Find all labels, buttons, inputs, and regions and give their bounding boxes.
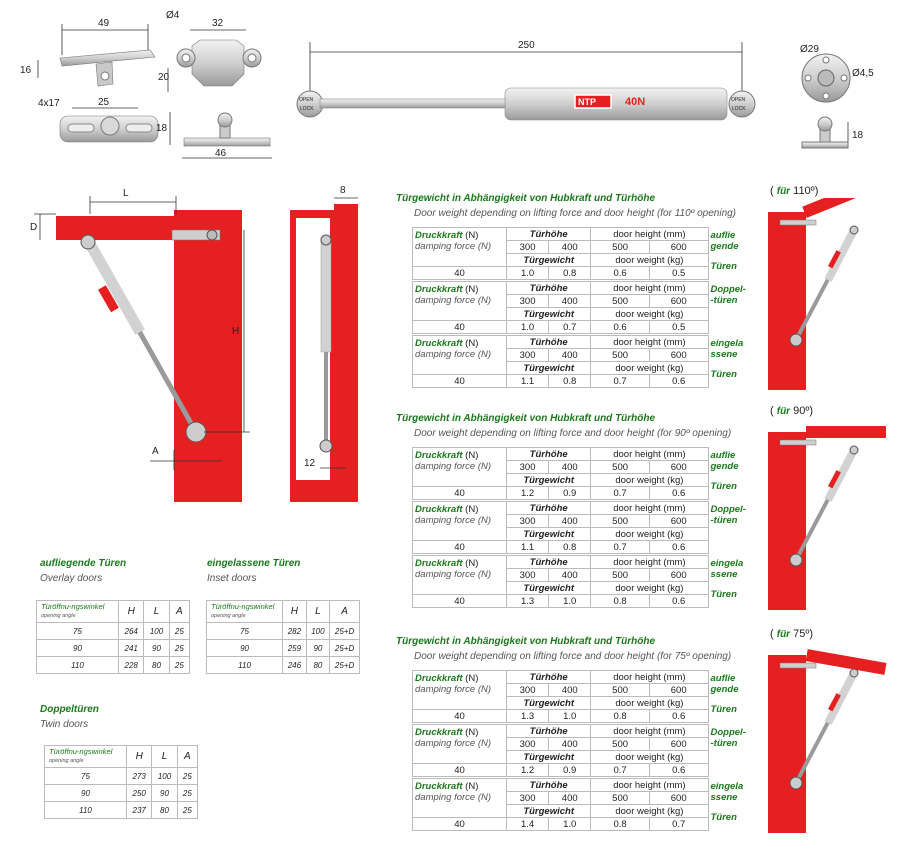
force-en: damping force (N) <box>415 738 492 749</box>
force-en: damping force (N) <box>415 461 492 472</box>
weight-value: 0.6 <box>649 595 708 608</box>
height-value: 600 <box>649 241 708 254</box>
dim-d-width: 46 <box>215 148 227 159</box>
weight-value: 0.8 <box>591 710 650 723</box>
header-de: Türöffnu-ngswinkel <box>41 602 105 611</box>
door-type-suffix <box>708 751 748 777</box>
weight-de: Türgewicht <box>507 697 591 710</box>
dim-b-width: 32 <box>212 18 224 29</box>
weight-value: 0.9 <box>549 764 591 777</box>
height-value: 600 <box>649 461 708 474</box>
weight-value: 0.7 <box>649 818 708 831</box>
height-value: 300 <box>507 738 549 751</box>
weight-value: 0.7 <box>591 764 650 777</box>
force-unit: (N) <box>465 727 479 738</box>
force-value: 40 <box>413 375 507 388</box>
dim-b-hole: Ø4 <box>166 10 180 21</box>
angle-prefix: für <box>776 406 791 417</box>
height-value: 300 <box>507 349 549 362</box>
weight-table <box>412 724 748 777</box>
dim-a-width: 49 <box>98 18 110 29</box>
door-type: eingela ssene <box>710 557 744 580</box>
weight-value: 0.7 <box>591 487 650 500</box>
header-en: opening angle <box>49 758 84 764</box>
col-h: H <box>283 601 307 623</box>
dim-a: A <box>152 446 159 457</box>
angle-prefix: für <box>776 629 791 640</box>
force-de: Druckkraft <box>415 230 463 241</box>
height-value: 600 <box>649 738 708 751</box>
weight-value: 0.6 <box>649 541 708 554</box>
height-value: 400 <box>549 295 591 308</box>
door-type-suffix <box>708 308 748 334</box>
force-de: Druckkraft <box>415 781 463 792</box>
force-en: damping force (N) <box>415 515 492 526</box>
height-de: Türhöhe <box>507 448 591 461</box>
angle-header: ( für 90º) <box>770 405 814 417</box>
door-type: auflie gende <box>710 449 739 472</box>
weight-en: door weight (kg) <box>591 474 708 487</box>
height-value: 400 <box>549 461 591 474</box>
height-en: door height (mm) <box>591 779 708 792</box>
door-type-suffix <box>708 528 748 554</box>
force-en: damping force (N) <box>415 684 492 695</box>
weight-de: Türgewicht <box>507 805 591 818</box>
height-value: 500 <box>591 738 650 751</box>
weight-value: 0.6 <box>649 764 708 777</box>
height-value: 300 <box>507 515 549 528</box>
weight-value: 1.2 <box>507 764 549 777</box>
dim-h: H <box>232 326 240 337</box>
angle-value: 90º <box>793 405 810 417</box>
weight-value: 0.8 <box>549 375 591 388</box>
weight-en: door weight (kg) <box>591 362 708 375</box>
height-en: door height (mm) <box>591 448 708 461</box>
dim-plate-hole: Ø4,5 <box>852 68 874 79</box>
door-type: auflie gende <box>710 672 739 695</box>
twin-table <box>44 745 198 819</box>
angle-header: ( für 110º) <box>770 185 819 197</box>
col-a: A <box>177 746 197 768</box>
force-de: Druckkraft <box>415 558 463 569</box>
col-l: L <box>152 746 177 768</box>
header-de: Türöffnu-ngswinkel <box>49 747 113 756</box>
height-de: Türhöhe <box>507 725 591 738</box>
height-value: 600 <box>649 684 708 697</box>
force-value: 40 <box>413 267 507 280</box>
door-type: Doppel- -türen <box>710 283 746 306</box>
force-unit: (N) <box>465 781 479 792</box>
height-en: door height (mm) <box>591 671 708 684</box>
weight-table <box>412 227 748 280</box>
force-de: Druckkraft <box>415 450 463 461</box>
force-unit: (N) <box>465 284 479 295</box>
height-value: 500 <box>591 684 650 697</box>
weight-en: door weight (kg) <box>591 751 708 764</box>
weight-value: 0.5 <box>649 267 708 280</box>
weight-de: Türgewicht <box>507 474 591 487</box>
weight-value: 1.3 <box>507 710 549 723</box>
dim-d-height: 18 <box>156 123 168 134</box>
twin-subtitle: Twin doors <box>40 719 89 730</box>
dim-side-top: 8 <box>340 185 346 196</box>
weight-en: door weight (kg) <box>591 697 708 710</box>
height-value: 600 <box>649 515 708 528</box>
table-row: 110 246 80 25+D <box>207 657 360 674</box>
header-en: opening angle <box>41 613 76 619</box>
angle-value: 75º <box>793 628 810 640</box>
force-value: 40 <box>413 595 507 608</box>
height-value: 500 <box>591 461 650 474</box>
force-en: damping force (N) <box>415 295 492 306</box>
weight-value: 1.0 <box>549 710 591 723</box>
door-type-suffix: Türen <box>710 261 737 272</box>
weight-value: 1.2 <box>507 487 549 500</box>
weight-value: 1.1 <box>507 375 549 388</box>
weight-table <box>412 281 748 334</box>
spring-lock-label-right: LOCK <box>732 106 746 112</box>
force-unit: (N) <box>465 230 479 241</box>
dim-b-height: 20 <box>158 72 170 83</box>
force-unit: (N) <box>465 558 479 569</box>
weight-value: 0.6 <box>649 487 708 500</box>
angle-illustration <box>766 198 891 390</box>
overlay-table <box>36 600 190 674</box>
overlay-header <box>37 601 119 623</box>
door-type-suffix: Türen <box>710 369 737 380</box>
door-type: Doppel- -türen <box>710 726 746 749</box>
weight-value: 1.0 <box>549 595 591 608</box>
section-subtitle: Door weight depending on lifting force and door height (for 110º opening) <box>414 208 737 219</box>
door-type-suffix: Türen <box>710 812 737 823</box>
height-value: 600 <box>649 295 708 308</box>
height-value: 400 <box>549 241 591 254</box>
height-en: door height (mm) <box>591 228 708 241</box>
weight-value: 0.8 <box>591 595 650 608</box>
force-de: Druckkraft <box>415 338 463 349</box>
force-value: 40 <box>413 541 507 554</box>
height-de: Türhöhe <box>507 282 591 295</box>
col-a: A <box>169 601 189 623</box>
table-row: 75 273 100 25 <box>45 768 198 785</box>
weight-value: 0.7 <box>549 321 591 334</box>
weight-value: 0.7 <box>591 375 650 388</box>
weight-value: 0.6 <box>649 710 708 723</box>
weight-value: 0.8 <box>591 818 650 831</box>
height-value: 300 <box>507 241 549 254</box>
inset-subtitle: Inset doors <box>207 573 257 584</box>
height-en: door height (mm) <box>591 282 708 295</box>
angle-illustration <box>766 641 891 833</box>
table-row: 90 241 90 25 <box>37 640 190 657</box>
height-de: Türhöhe <box>507 671 591 684</box>
force-unit: (N) <box>465 504 479 515</box>
force-value: 40 <box>413 487 507 500</box>
height-de: Türhöhe <box>507 556 591 569</box>
col-l: L <box>306 601 330 623</box>
section-title: Türgewicht in Abhängigkeit von Hubkraft und Türhöhe <box>396 193 656 204</box>
inset-table <box>206 600 360 674</box>
height-value: 300 <box>507 569 549 582</box>
dim-a-height: 16 <box>20 65 32 76</box>
height-value: 400 <box>549 569 591 582</box>
spring-lock-label: LOCK <box>300 106 314 112</box>
force-value: 40 <box>413 710 507 723</box>
force-de: Druckkraft <box>415 284 463 295</box>
angle-value: 110º <box>793 185 815 197</box>
weight-table <box>412 447 748 500</box>
height-value: 400 <box>549 515 591 528</box>
weight-table <box>412 778 748 831</box>
spring-open-label: OPEN <box>299 97 314 103</box>
weight-value: 0.6 <box>591 267 650 280</box>
height-value: 500 <box>591 515 650 528</box>
force-unit: (N) <box>465 450 479 461</box>
section-subtitle: Door weight depending on lifting force and door height (for 75º opening) <box>414 651 732 662</box>
height-en: door height (mm) <box>591 502 708 515</box>
door-type-suffix: Türen <box>710 704 737 715</box>
weight-value: 1.0 <box>549 818 591 831</box>
force-de: Druckkraft <box>415 673 463 684</box>
angle-header: ( für 75º) <box>770 628 814 640</box>
overlay-subtitle: Overlay doors <box>40 573 103 584</box>
weight-value: 1.0 <box>507 267 549 280</box>
height-value: 300 <box>507 684 549 697</box>
height-value: 400 <box>549 792 591 805</box>
height-value: 500 <box>591 792 650 805</box>
force-unit: (N) <box>465 673 479 684</box>
weight-value: 1.1 <box>507 541 549 554</box>
section-title: Türgewicht in Abhängigkeit von Hubkraft und Türhöhe <box>396 413 656 424</box>
height-value: 600 <box>649 792 708 805</box>
weight-value: 0.8 <box>549 267 591 280</box>
height-value: 600 <box>649 349 708 362</box>
weight-value: 0.6 <box>591 321 650 334</box>
table-row: 110 228 80 25 <box>37 657 190 674</box>
section-title: Türgewicht in Abhängigkeit von Hubkraft und Türhöhe <box>396 636 656 647</box>
height-value: 300 <box>507 461 549 474</box>
door-type-suffix: Türen <box>710 481 737 492</box>
dim-plate-height: 18 <box>852 130 864 141</box>
weight-value: 0.6 <box>649 375 708 388</box>
force-en: damping force (N) <box>415 792 492 803</box>
table-row: 90 259 90 25+D <box>207 640 360 657</box>
force-value: 40 <box>413 818 507 831</box>
force-unit: (N) <box>465 338 479 349</box>
angle-prefix: für <box>776 186 791 197</box>
weight-table <box>412 670 748 723</box>
col-h: H <box>127 746 152 768</box>
spring-brand: NTP <box>578 97 596 107</box>
weight-en: door weight (kg) <box>591 308 708 321</box>
height-value: 400 <box>549 349 591 362</box>
weight-de: Türgewicht <box>507 308 591 321</box>
col-l: L <box>144 601 169 623</box>
hardware-drawings <box>0 0 900 170</box>
force-de: Druckkraft <box>415 504 463 515</box>
door-type: Doppel- -türen <box>710 503 746 526</box>
force-en: damping force (N) <box>415 349 492 360</box>
weight-de: Türgewicht <box>507 362 591 375</box>
overlay-title: aufliegende Türen <box>40 558 127 569</box>
force-de: Druckkraft <box>415 727 463 738</box>
table-row: 75 264 100 25 <box>37 623 190 640</box>
weight-value: 1.3 <box>507 595 549 608</box>
weight-de: Türgewicht <box>507 528 591 541</box>
col-h: H <box>119 601 144 623</box>
height-de: Türhöhe <box>507 502 591 515</box>
weight-en: door weight (kg) <box>591 582 708 595</box>
weight-de: Türgewicht <box>507 751 591 764</box>
height-de: Türhöhe <box>507 336 591 349</box>
dim-l: L <box>123 188 129 199</box>
dim-side-bottom: 12 <box>304 458 316 469</box>
door-type: auflie gende <box>710 229 739 252</box>
header-en: opening angle <box>211 613 246 619</box>
height-value: 300 <box>507 295 549 308</box>
height-en: door height (mm) <box>591 336 708 349</box>
weight-value: 0.7 <box>591 541 650 554</box>
header-de: Türöffnu-ngswinkel <box>211 602 275 611</box>
table-row: 75 282 100 25+D <box>207 623 360 640</box>
weight-value: 0.5 <box>649 321 708 334</box>
weight-en: door weight (kg) <box>591 254 708 267</box>
weight-de: Türgewicht <box>507 254 591 267</box>
weight-table <box>412 335 748 388</box>
dim-c-width: 25 <box>98 97 110 108</box>
col-a: A <box>330 601 360 623</box>
spring-force: 40N <box>625 96 646 108</box>
height-value: 400 <box>549 684 591 697</box>
weight-value: 0.8 <box>549 541 591 554</box>
dim-d: D <box>30 222 38 233</box>
weight-table <box>412 501 748 554</box>
inset-title: eingelassene Türen <box>207 558 301 569</box>
door-type: eingela ssene <box>710 780 744 803</box>
force-en: damping force (N) <box>415 569 492 580</box>
force-value: 40 <box>413 321 507 334</box>
table-row: 110 237 80 25 <box>45 802 198 819</box>
weight-value: 1.4 <box>507 818 549 831</box>
height-de: Türhöhe <box>507 228 591 241</box>
height-value: 500 <box>591 349 650 362</box>
dim-c-slot: 4x17 <box>38 98 60 109</box>
weight-en: door weight (kg) <box>591 528 708 541</box>
dim-plate-diameter: Ø29 <box>800 44 819 55</box>
height-value: 500 <box>591 569 650 582</box>
dim-spring-length: 250 <box>518 40 535 51</box>
section-subtitle: Door weight depending on lifting force and door height (for 90º opening) <box>414 428 732 439</box>
table-row: 90 250 90 25 <box>45 785 198 802</box>
door-type-suffix: Türen <box>710 589 737 600</box>
twin-title: Doppeltüren <box>40 704 99 715</box>
height-value: 500 <box>591 241 650 254</box>
force-value: 40 <box>413 764 507 777</box>
weight-table <box>412 555 748 608</box>
height-value: 400 <box>549 738 591 751</box>
height-value: 600 <box>649 569 708 582</box>
height-value: 500 <box>591 295 650 308</box>
height-en: door height (mm) <box>591 556 708 569</box>
force-en: damping force (N) <box>415 241 492 252</box>
height-value: 300 <box>507 792 549 805</box>
angle-illustration <box>766 418 891 610</box>
height-de: Türhöhe <box>507 779 591 792</box>
spring-open-label-right: OPEN <box>731 97 746 103</box>
height-en: door height (mm) <box>591 725 708 738</box>
weight-value: 0.9 <box>549 487 591 500</box>
weight-value: 1.0 <box>507 321 549 334</box>
weight-de: Türgewicht <box>507 582 591 595</box>
door-type: eingela ssene <box>710 337 744 360</box>
weight-en: door weight (kg) <box>591 805 708 818</box>
